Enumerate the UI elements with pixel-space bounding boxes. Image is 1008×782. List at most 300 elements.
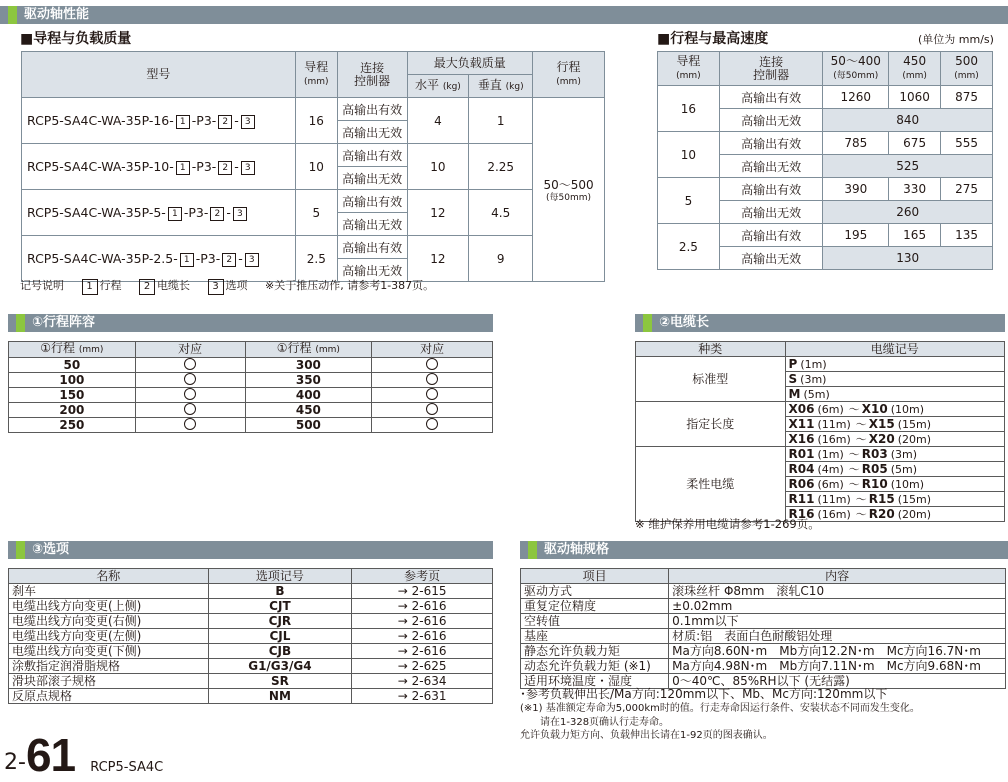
horizontal-load-cell: 4	[407, 98, 469, 144]
cable-length: (11m)	[817, 492, 851, 506]
model-p3: -P3-	[191, 112, 217, 128]
legend-symbol-2: 2	[139, 279, 155, 295]
cable-code: S	[788, 371, 798, 386]
stroke-value-cell: 350	[245, 373, 372, 388]
section-title: ①行程阵容	[32, 315, 96, 330]
load-table	[21, 51, 605, 282]
cable-code: R04	[788, 461, 815, 476]
spec-content-cell: ±0.02mm	[669, 599, 1006, 614]
speed-row	[658, 132, 993, 155]
model-dash: -	[238, 250, 243, 266]
speed-value-cell: 195	[823, 224, 889, 247]
legend-text-3: 选项	[225, 279, 248, 292]
cable-length: (15m)	[897, 417, 932, 431]
cable-length: (1m)	[800, 357, 827, 371]
support-header: 对应	[372, 342, 493, 358]
speed-off-value-cell: 130	[823, 247, 993, 270]
cable-code-cell	[785, 402, 1004, 417]
section-header-stroke	[8, 314, 493, 332]
cable-type-cell: 标准型	[636, 357, 786, 402]
option-name-cell: 电缆出线方向变更(左侧)	[9, 629, 209, 644]
stroke-header: ①行程 (mm)	[9, 342, 136, 358]
spec-row	[521, 644, 1006, 659]
spec-note: ･参考负载伸出长/Ma方向:120mm以下、Mb、Mc方向:120mm以下	[520, 687, 888, 701]
tilde: ～	[855, 417, 867, 431]
lead-cell: 5	[295, 190, 337, 236]
cable-length: (15m)	[897, 492, 932, 506]
section-header-spec	[520, 541, 1008, 559]
cable-length: (10m)	[890, 477, 925, 491]
speed-header-c3: 500 (mm)	[941, 52, 993, 86]
speed-controller-off: 高输出无效	[719, 247, 823, 270]
cable-code-cell	[785, 447, 1004, 462]
tilde: ～	[848, 477, 860, 491]
cable-code-cell	[785, 417, 1004, 432]
cable-length: (6m)	[817, 477, 844, 491]
speed-table-title: ■行程与最高速度	[657, 31, 769, 47]
cable-code: P	[788, 356, 798, 371]
section-header-options	[8, 541, 493, 559]
horizontal-load-cell: 10	[407, 144, 469, 190]
option-page-cell: → 2-615	[352, 584, 493, 599]
section-title: ③选项	[32, 542, 70, 557]
stroke-value-cell: 450	[245, 403, 372, 418]
spec-row	[521, 614, 1006, 629]
symbol-legend	[20, 279, 434, 295]
option-page-cell: → 2-616	[352, 629, 493, 644]
circle-icon	[184, 373, 196, 385]
option-row	[9, 674, 493, 689]
cable-code: R05	[861, 461, 888, 476]
tilde: ～	[848, 462, 860, 476]
support-cell	[372, 358, 493, 373]
cable-code-cell	[785, 387, 1004, 402]
vertical-load-cell: 4.5	[469, 190, 533, 236]
circle-icon	[184, 358, 196, 370]
load-row	[22, 144, 605, 167]
speed-off-value-cell: 525	[823, 155, 993, 178]
circle-icon	[426, 373, 438, 385]
page-footer	[4, 728, 164, 781]
spec-note: 允许负载力矩方向、负载伸出长请在1-92页的图表确认。	[520, 730, 773, 741]
circle-icon	[426, 403, 438, 415]
stroke-value-cell: 100	[9, 373, 136, 388]
speed-controller-on: 高输出有效	[719, 178, 823, 201]
symbol-box-1: 1	[168, 207, 182, 221]
model-prefix: RCP5-SA4C-WA-35P-16-	[27, 112, 174, 128]
circle-icon	[426, 358, 438, 370]
vertical-load-cell: 1	[469, 98, 533, 144]
cable-code: R16	[788, 506, 815, 521]
cable-length: (1m)	[817, 447, 844, 461]
symbol-box-3: 3	[241, 161, 255, 175]
option-page-cell: → 2-631	[352, 689, 493, 704]
green-marker	[16, 314, 25, 332]
spec-row	[521, 659, 1006, 674]
speed-controller-on: 高输出有效	[719, 132, 823, 155]
section-title: 驱动轴性能	[24, 7, 90, 22]
lead-cell: 16	[295, 98, 337, 144]
spec-table	[520, 568, 1006, 689]
stroke-row	[9, 388, 493, 403]
model-prefix: RCP5-SA4C-WA-35P-10-	[27, 158, 174, 174]
model-prefix: RCP5-SA4C-WA-35P-5-	[27, 204, 166, 220]
green-marker	[16, 541, 25, 559]
speed-unit-note: (单位为 mm/s)	[918, 33, 994, 46]
speed-header-controller: 连接 控制器	[719, 52, 823, 86]
option-row	[9, 599, 493, 614]
model-cell	[22, 190, 296, 236]
option-code-cell: CJB	[208, 644, 352, 659]
circle-icon	[184, 403, 196, 415]
cable-code: R11	[788, 491, 815, 506]
cable-code: R03	[861, 446, 888, 461]
speed-value-cell: 1060	[889, 86, 941, 109]
stroke-value-cell: 200	[9, 403, 136, 418]
model-prefix: RCP5-SA4C-WA-35P-2.5-	[27, 250, 178, 266]
option-code-cell: G1/G3/G4	[208, 659, 352, 674]
stroke-value-cell: 50	[9, 358, 136, 373]
section-header-cable	[635, 314, 1005, 332]
section-header-performance	[0, 6, 1008, 24]
controller-on-cell: 高输出有效	[337, 98, 407, 121]
cable-length: (11m)	[817, 417, 851, 431]
spec-row	[521, 599, 1006, 614]
controller-on-cell: 高输出有效	[337, 236, 407, 259]
tilde: ～	[855, 507, 867, 521]
stroke-value-cell: 150	[9, 388, 136, 403]
option-page-cell: → 2-616	[352, 614, 493, 629]
option-code-cell: CJR	[208, 614, 352, 629]
cable-code: X10	[861, 401, 888, 416]
speed-value-cell: 390	[823, 178, 889, 201]
cable-code: X11	[788, 416, 815, 431]
spec-note: 请在1-328页确认行走寿命。	[520, 716, 670, 728]
horizontal-load-cell: 12	[407, 190, 469, 236]
spec-note: (※1) 基准额定寿命为5,000km时的值。行走寿命因运行条件、安装状态不同而发生变化。	[520, 703, 920, 714]
speed-row	[658, 224, 993, 247]
spec-item-cell: 动态允许负载力矩 (※1)	[521, 659, 669, 674]
green-marker	[8, 6, 17, 24]
symbol-box-2: 2	[218, 115, 232, 129]
header-stroke: 行程 (mm)	[533, 52, 605, 98]
cable-code: X20	[868, 431, 895, 446]
speed-value-cell: 675	[889, 132, 941, 155]
controller-off-cell: 高输出无效	[337, 213, 407, 236]
model-p3: -P3-	[195, 250, 221, 266]
speed-off-value-cell: 840	[823, 109, 993, 132]
spec-item-cell: 基座	[521, 629, 669, 644]
speed-value-cell: 875	[941, 86, 993, 109]
page-prefix: 2-	[4, 750, 26, 775]
option-code-cell: CJT	[208, 599, 352, 614]
cable-length: (6m)	[817, 402, 844, 416]
cable-code: M	[788, 386, 801, 401]
cable-code-cell	[785, 477, 1004, 492]
spec-item-cell: 重复定位精度	[521, 599, 669, 614]
load-row	[22, 236, 605, 259]
speed-value-cell: 275	[941, 178, 993, 201]
cable-length: (3m)	[800, 372, 827, 386]
model-cell	[22, 98, 296, 144]
cable-code: R10	[861, 476, 888, 491]
option-code-cell: CJL	[208, 629, 352, 644]
spec-item-cell: 静态允许负载力矩	[521, 644, 669, 659]
option-page-cell: → 2-616	[352, 599, 493, 614]
support-cell	[135, 418, 245, 433]
load-table-title: ■导程与负载质量	[20, 31, 132, 47]
option-name-cell: 刹车	[9, 584, 209, 599]
option-row	[9, 659, 493, 674]
load-row	[22, 190, 605, 213]
spec-content-cell: Ma方向4.98N･m Mb方向7.11N･m Mc方向9.68N･m	[669, 659, 1006, 674]
cable-code: R01	[788, 446, 815, 461]
cable-code: X16	[788, 431, 815, 446]
stroke-row	[9, 373, 493, 388]
option-code-cell: SR	[208, 674, 352, 689]
stroke-row	[9, 403, 493, 418]
option-page-cell: → 2-634	[352, 674, 493, 689]
speed-lead-cell: 10	[658, 132, 720, 178]
legend-label: 记号说明	[20, 279, 64, 292]
support-cell	[135, 403, 245, 418]
cable-code: R20	[868, 506, 895, 521]
support-cell	[372, 388, 493, 403]
vertical-load-cell: 9	[469, 236, 533, 282]
option-code-header: 选项记号	[208, 569, 352, 584]
stroke-value-cell: 400	[245, 388, 372, 403]
controller-on-cell: 高输出有效	[337, 144, 407, 167]
option-name-cell: 涂敷指定润滑脂规格	[9, 659, 209, 674]
cable-length: (20m)	[897, 507, 932, 521]
spec-item-cell: 适用环境温度・湿度	[521, 674, 669, 689]
cable-row	[636, 402, 1005, 417]
tilde: ～	[848, 447, 860, 461]
symbol-box-3: 3	[245, 253, 259, 267]
spec-notes	[520, 687, 920, 743]
option-row	[9, 689, 493, 704]
cable-code-cell	[785, 462, 1004, 477]
cable-length: (10m)	[890, 402, 925, 416]
circle-icon	[426, 388, 438, 400]
speed-controller-off: 高输出无效	[719, 201, 823, 224]
spec-content-cell: 0～40℃、85%RH以下 (无结露)	[669, 674, 1006, 689]
option-page-header: 参考页	[352, 569, 493, 584]
speed-table	[657, 51, 993, 270]
symbol-box-3: 3	[233, 207, 247, 221]
support-cell	[372, 418, 493, 433]
cable-code-cell	[785, 432, 1004, 447]
page-number: 61	[25, 729, 76, 781]
vertical-load-cell: 2.25	[469, 144, 533, 190]
support-header: 对应	[135, 342, 245, 358]
spec-content-header: 内容	[669, 569, 1006, 584]
stroke-step: (每50mm)	[546, 193, 592, 203]
speed-value-cell: 135	[941, 224, 993, 247]
speed-value-cell: 555	[941, 132, 993, 155]
option-page-cell: → 2-625	[352, 659, 493, 674]
cable-code-cell	[785, 492, 1004, 507]
option-row	[9, 614, 493, 629]
support-cell	[135, 358, 245, 373]
cable-code: R15	[868, 491, 895, 506]
spec-item-cell: 空转值	[521, 614, 669, 629]
spec-item-header: 项目	[521, 569, 669, 584]
cable-length: (4m)	[817, 462, 844, 476]
spec-content-cell: 滚珠丝杆 Φ8mm 滚轧C10	[669, 584, 1006, 599]
speed-lead-cell: 5	[658, 178, 720, 224]
circle-icon	[426, 418, 438, 430]
cable-length: (5m)	[890, 462, 918, 476]
cable-type-cell: 柔性电缆	[636, 447, 786, 522]
legend-symbol-3: 3	[208, 279, 224, 295]
speed-off-value-cell: 260	[823, 201, 993, 224]
horizontal-load-cell: 12	[407, 236, 469, 282]
header-horizontal: 水平 (kg)	[407, 75, 469, 98]
speed-value-cell: 330	[889, 178, 941, 201]
stroke-table	[8, 341, 493, 433]
speed-row	[658, 86, 993, 109]
spec-row	[521, 629, 1006, 644]
stroke-row	[9, 418, 493, 433]
cable-code-cell	[785, 357, 1004, 372]
option-row	[9, 584, 493, 599]
model-cell	[22, 144, 296, 190]
header-max-load: 最大负载质量	[407, 52, 533, 75]
option-page-cell: → 2-616	[352, 644, 493, 659]
support-cell	[372, 373, 493, 388]
controller-off-cell: 高输出无效	[337, 167, 407, 190]
cable-code: X06	[788, 401, 815, 416]
speed-value-cell: 785	[823, 132, 889, 155]
legend-symbol-1: 1	[82, 279, 98, 295]
green-marker	[643, 314, 652, 332]
stroke-value-cell: 250	[9, 418, 136, 433]
stroke-value-cell: 500	[245, 418, 372, 433]
speed-lead-cell: 2.5	[658, 224, 720, 270]
footer-model: RCP5-SA4C	[90, 760, 164, 775]
controller-on-cell: 高输出有效	[337, 190, 407, 213]
stroke-range: 50～500	[543, 178, 594, 192]
cable-length: (16m)	[817, 432, 851, 446]
option-name-cell: 电缆出线方向变更(右侧)	[9, 614, 209, 629]
cable-type-cell: 指定长度	[636, 402, 786, 447]
cable-code: R06	[788, 476, 815, 491]
lead-cell: 2.5	[295, 236, 337, 282]
cable-length: (5m)	[803, 387, 830, 401]
stroke-row	[9, 358, 493, 373]
speed-controller-off: 高输出无效	[719, 109, 823, 132]
section-title: ②电缆长	[659, 315, 710, 330]
option-name-cell: 电缆出线方向变更(下侧)	[9, 644, 209, 659]
model-dash: -	[234, 158, 239, 174]
speed-header-c1: 50～400 (每50mm)	[823, 52, 889, 86]
circle-icon	[184, 388, 196, 400]
cable-length: (3m)	[890, 447, 918, 461]
lead-cell: 10	[295, 144, 337, 190]
header-lead: 导程 (mm)	[295, 52, 337, 98]
speed-row	[658, 178, 993, 201]
cable-length: (20m)	[897, 432, 932, 446]
stroke-range-cell	[533, 98, 605, 282]
tilde: ～	[855, 432, 867, 446]
spec-content-cell: Ma方向8.60N･m Mb方向12.2N･m Mc方向16.7N･m	[669, 644, 1006, 659]
section-title: 驱动轴规格	[544, 542, 610, 557]
header-controller: 连接 控制器	[337, 52, 407, 98]
spec-item-cell: 驱动方式	[521, 584, 669, 599]
controller-off-cell: 高输出无效	[337, 121, 407, 144]
cable-row	[636, 357, 1005, 372]
cable-type-header: 种类	[636, 342, 786, 357]
option-code-cell: NM	[208, 689, 352, 704]
symbol-box-1: 1	[180, 253, 194, 267]
speed-lead-cell: 16	[658, 86, 720, 132]
header-model: 型号	[22, 52, 296, 98]
model-p3: -P3-	[191, 158, 217, 174]
cable-code-header: 电缆记号	[785, 342, 1004, 357]
model-p3: -P3-	[183, 204, 209, 220]
tilde: ～	[848, 402, 860, 416]
green-marker	[528, 541, 537, 559]
symbol-box-2: 2	[210, 207, 224, 221]
option-row	[9, 644, 493, 659]
cable-code: X15	[868, 416, 895, 431]
option-table	[8, 568, 493, 704]
option-name-cell: 反原点规格	[9, 689, 209, 704]
spec-row	[521, 584, 1006, 599]
option-name-cell: 电缆出线方向变更(上侧)	[9, 599, 209, 614]
symbol-box-1: 1	[176, 161, 190, 175]
symbol-box-1: 1	[176, 115, 190, 129]
cable-table	[635, 341, 1005, 522]
speed-controller-on: 高输出有效	[719, 86, 823, 109]
cable-row	[636, 447, 1005, 462]
spec-content-cell: 材质:铝 表面白色耐酸铝处理	[669, 629, 1006, 644]
circle-icon	[184, 418, 196, 430]
symbol-box-2: 2	[218, 161, 232, 175]
support-cell	[135, 373, 245, 388]
model-cell	[22, 236, 296, 282]
speed-header-c2: 450 (mm)	[889, 52, 941, 86]
option-code-cell: B	[208, 584, 352, 599]
cable-code-cell	[785, 372, 1004, 387]
load-row	[22, 98, 605, 121]
spec-content-cell: 0.1mm以下	[669, 614, 1006, 629]
support-cell	[372, 403, 493, 418]
support-cell	[135, 388, 245, 403]
stroke-value-cell: 300	[245, 358, 372, 373]
tilde: ～	[855, 492, 867, 506]
symbol-box-3: 3	[241, 115, 255, 129]
controller-off-cell: 高输出无效	[337, 259, 407, 282]
model-dash: -	[234, 112, 239, 128]
legend-text-2: 电缆长	[157, 279, 190, 292]
speed-header-lead: 导程 (mm)	[658, 52, 720, 86]
speed-value-cell: 1260	[823, 86, 889, 109]
stroke-header: ①行程 (mm)	[245, 342, 372, 358]
model-dash: -	[226, 204, 231, 220]
legend-text-1: 行程	[99, 279, 122, 292]
speed-controller-on: 高输出有效	[719, 224, 823, 247]
header-vertical: 垂直 (kg)	[469, 75, 533, 98]
option-name-cell: 滑块部滚子规格	[9, 674, 209, 689]
option-row	[9, 629, 493, 644]
symbol-box-2: 2	[222, 253, 236, 267]
cable-note: ※ 维护保养用电缆请参考1-269页。	[635, 517, 820, 531]
speed-controller-off: 高输出无效	[719, 155, 823, 178]
legend-note: ※关于推压动作, 请参考1-387页。	[265, 279, 435, 292]
cable-length: (16m)	[817, 507, 851, 521]
